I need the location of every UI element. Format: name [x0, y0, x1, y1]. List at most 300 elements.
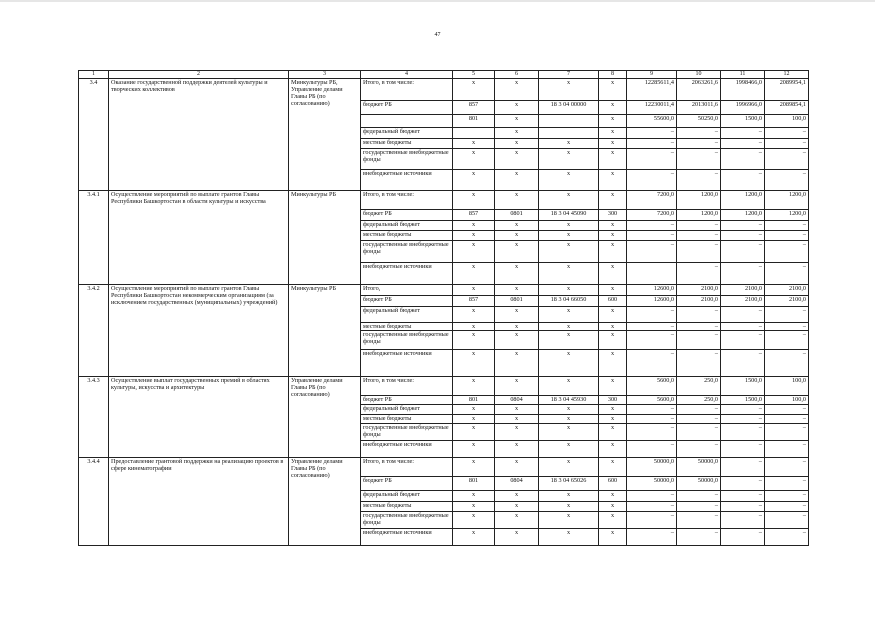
funding-source: бюджет РБ — [361, 477, 453, 491]
cell-total: 5600,0 — [627, 377, 677, 396]
cell-year-1: – — [677, 220, 721, 230]
cell-total: – — [627, 230, 677, 240]
cell-section: x — [495, 441, 539, 458]
cell-target-article: x — [539, 169, 599, 190]
cell-year-2: 1500,0 — [721, 114, 765, 127]
cell-year-1: – — [677, 491, 721, 502]
cell-year-2: 1200,0 — [721, 209, 765, 220]
cell-grbs: x — [453, 502, 495, 512]
cell-expense-type: x — [599, 284, 627, 295]
cell-expense-type: x — [599, 424, 627, 441]
cell-expense-type: 600 — [599, 477, 627, 491]
cell-year-2: – — [721, 322, 765, 330]
cell-year-3: 100,0 — [765, 114, 809, 127]
cell-expense-type: x — [599, 78, 627, 100]
cell-expense-type: x — [599, 377, 627, 396]
cell-section: x — [495, 220, 539, 230]
cell-target-article: x — [539, 138, 599, 148]
cell-year-3: – — [765, 262, 809, 284]
cell-year-2: – — [721, 458, 765, 477]
cell-expense-type: x — [599, 169, 627, 190]
cell-target-article: x — [539, 331, 599, 350]
cell-year-3: – — [765, 405, 809, 415]
funding-source: Итого, в том числе: — [361, 458, 453, 477]
cell-target-article: x — [539, 306, 599, 322]
cell-section: 0804 — [495, 477, 539, 491]
cell-target-article — [539, 114, 599, 127]
cell-year-2: – — [721, 424, 765, 441]
cell-expense-type: x — [599, 220, 627, 230]
cell-expense-type: x — [599, 415, 627, 424]
cell-section: x — [495, 240, 539, 262]
cell-total: – — [627, 331, 677, 350]
cell-total: – — [627, 491, 677, 502]
cell-expense-type: x — [599, 331, 627, 350]
cell-year-3: 2100,0 — [765, 295, 809, 306]
cell-year-2: 2100,0 — [721, 284, 765, 295]
cell-section: x — [495, 405, 539, 415]
cell-total: – — [627, 350, 677, 377]
item-code: 3.4.2 — [79, 284, 109, 376]
cell-year-3: – — [765, 458, 809, 477]
cell-expense-type: 300 — [599, 209, 627, 220]
budget-table — [78, 70, 809, 546]
cell-year-1: – — [677, 512, 721, 529]
cell-year-2: – — [721, 529, 765, 546]
funding-source: Итого, в том числе: — [361, 190, 453, 209]
cell-grbs: x — [453, 377, 495, 396]
cell-target-article: x — [539, 284, 599, 295]
cell-year-3: – — [765, 306, 809, 322]
scan-edge — [0, 0, 875, 2]
cell-grbs: x — [453, 424, 495, 441]
cell-target-article: x — [539, 458, 599, 477]
cell-year-2: – — [721, 148, 765, 169]
cell-expense-type: x — [599, 148, 627, 169]
cell-year-1: – — [677, 230, 721, 240]
cell-total: – — [627, 502, 677, 512]
cell-grbs: 801 — [453, 114, 495, 127]
funding-source: федеральный бюджет — [361, 306, 453, 322]
page-number: 47 — [434, 32, 441, 38]
cell-section: x — [495, 491, 539, 502]
cell-target-article: x — [539, 240, 599, 262]
item-executor: Минкультуры РБ, Управление делами Главы РБ (по согласованию) — [289, 78, 361, 190]
funding-source: внебюджетные источники — [361, 169, 453, 190]
cell-year-3: – — [765, 322, 809, 330]
cell-year-1: – — [677, 262, 721, 284]
cell-year-1: 50250,0 — [677, 114, 721, 127]
funding-source: местные бюджеты — [361, 138, 453, 148]
funding-source: внебюджетные источники — [361, 529, 453, 546]
cell-expense-type: x — [599, 350, 627, 377]
table-row — [79, 78, 809, 100]
cell-total: 55600,0 — [627, 114, 677, 127]
cell-total: – — [627, 415, 677, 424]
cell-expense-type: x — [599, 127, 627, 138]
cell-target-article: x — [539, 424, 599, 441]
cell-total: 50000,0 — [627, 458, 677, 477]
cell-year-3: – — [765, 529, 809, 546]
cell-total: – — [627, 512, 677, 529]
cell-section: x — [495, 284, 539, 295]
item-code: 3.4.3 — [79, 377, 109, 458]
cell-grbs — [453, 127, 495, 138]
funding-source: федеральный бюджет — [361, 220, 453, 230]
cell-section: x — [495, 127, 539, 138]
table-row — [79, 284, 809, 295]
cell-expense-type: x — [599, 190, 627, 209]
cell-target-article: x — [539, 415, 599, 424]
column-header-9: 9 — [627, 71, 677, 79]
cell-year-1: – — [677, 127, 721, 138]
cell-target-article: x — [539, 529, 599, 546]
cell-year-1: 50000,0 — [677, 477, 721, 491]
cell-year-1: 1200,0 — [677, 209, 721, 220]
cell-expense-type: 600 — [599, 295, 627, 306]
cell-section: x — [495, 415, 539, 424]
cell-year-3: 1200,0 — [765, 209, 809, 220]
funding-source: государственные внебюджетные фонды — [361, 424, 453, 441]
cell-total: – — [627, 138, 677, 148]
column-header-8: 8 — [599, 71, 627, 79]
cell-year-3: – — [765, 502, 809, 512]
funding-source: бюджет РБ — [361, 209, 453, 220]
cell-year-1: – — [677, 169, 721, 190]
column-header-2: 2 — [109, 71, 289, 79]
funding-source: местные бюджеты — [361, 322, 453, 330]
funding-source: Итого, в том числе: — [361, 377, 453, 396]
cell-target-article: x — [539, 502, 599, 512]
cell-section: x — [495, 306, 539, 322]
cell-target-article: x — [539, 262, 599, 284]
item-executor: Управление делами Главы РБ (по согласованию) — [289, 458, 361, 546]
column-header-6: 6 — [495, 71, 539, 79]
cell-grbs: x — [453, 405, 495, 415]
funding-source: государственные внебюджетные фонды — [361, 240, 453, 262]
cell-total: – — [627, 441, 677, 458]
cell-grbs: x — [453, 529, 495, 546]
cell-grbs: 801 — [453, 477, 495, 491]
funding-source: внебюджетные источники — [361, 350, 453, 377]
cell-year-1: – — [677, 322, 721, 330]
cell-expense-type: x — [599, 230, 627, 240]
cell-year-1: 2100,0 — [677, 295, 721, 306]
cell-total — [627, 262, 677, 284]
cell-grbs: x — [453, 441, 495, 458]
cell-expense-type: x — [599, 240, 627, 262]
cell-grbs: x — [453, 240, 495, 262]
cell-section: x — [495, 169, 539, 190]
cell-year-3: – — [765, 441, 809, 458]
column-header-5: 5 — [453, 71, 495, 79]
cell-year-3: – — [765, 138, 809, 148]
cell-total: – — [627, 424, 677, 441]
cell-grbs: 801 — [453, 396, 495, 405]
cell-grbs: x — [453, 230, 495, 240]
cell-expense-type: x — [599, 262, 627, 284]
cell-total: – — [627, 127, 677, 138]
cell-grbs: x — [453, 169, 495, 190]
cell-total: 12600,0 — [627, 295, 677, 306]
funding-source: местные бюджеты — [361, 502, 453, 512]
cell-expense-type: x — [599, 502, 627, 512]
cell-target-article: 18 3 04 66050 — [539, 295, 599, 306]
cell-grbs: 857 — [453, 209, 495, 220]
item-name: Оказание государственной поддержки деятелей культуры и творческих коллективов — [109, 78, 289, 190]
cell-year-2: – — [721, 491, 765, 502]
cell-target-article: 18 3 04 45930 — [539, 396, 599, 405]
cell-section: x — [495, 100, 539, 114]
cell-year-2: – — [721, 350, 765, 377]
cell-year-2: – — [721, 512, 765, 529]
cell-year-2: 2100,0 — [721, 295, 765, 306]
cell-target-article: x — [539, 190, 599, 209]
cell-grbs: x — [453, 415, 495, 424]
cell-year-1: 250,0 — [677, 377, 721, 396]
cell-grbs: 857 — [453, 295, 495, 306]
cell-year-3: – — [765, 350, 809, 377]
funding-source: внебюджетные источники — [361, 262, 453, 284]
cell-target-article: x — [539, 441, 599, 458]
cell-target-article: x — [539, 350, 599, 377]
cell-section: 0804 — [495, 396, 539, 405]
funding-source: местные бюджеты — [361, 230, 453, 240]
cell-year-2: – — [721, 169, 765, 190]
item-executor: Минкультуры РБ — [289, 190, 361, 284]
cell-target-article: 18 3 04 00000 — [539, 100, 599, 114]
item-name: Осуществление выплат государственных премий в областях культуры, искусства и архитектуры — [109, 377, 289, 458]
cell-target-article: x — [539, 322, 599, 330]
cell-year-1: – — [677, 148, 721, 169]
cell-expense-type: x — [599, 322, 627, 330]
cell-total: – — [627, 240, 677, 262]
cell-expense-type: x — [599, 458, 627, 477]
cell-target-article: x — [539, 230, 599, 240]
cell-grbs: x — [453, 350, 495, 377]
cell-total: – — [627, 322, 677, 330]
column-header-3: 3 — [289, 71, 361, 79]
cell-grbs: x — [453, 322, 495, 330]
cell-total: 50000,0 — [627, 477, 677, 491]
cell-grbs: x — [453, 190, 495, 209]
cell-year-3: 2100,0 — [765, 284, 809, 295]
cell-grbs: x — [453, 512, 495, 529]
cell-total: 12285611,4 — [627, 78, 677, 100]
cell-year-3: – — [765, 240, 809, 262]
cell-expense-type: x — [599, 306, 627, 322]
cell-year-2: – — [721, 127, 765, 138]
cell-year-2: – — [721, 230, 765, 240]
funding-source: федеральный бюджет — [361, 127, 453, 138]
item-code: 3.4 — [79, 78, 109, 190]
funding-source: федеральный бюджет — [361, 405, 453, 415]
cell-section: 0801 — [495, 295, 539, 306]
cell-year-2: – — [721, 138, 765, 148]
cell-section: x — [495, 190, 539, 209]
cell-year-3: – — [765, 491, 809, 502]
cell-year-1: 50000,0 — [677, 458, 721, 477]
cell-year-1: – — [677, 424, 721, 441]
cell-year-3: – — [765, 331, 809, 350]
cell-section: x — [495, 458, 539, 477]
table-body — [79, 71, 809, 546]
cell-target-article: 18 3 04 65026 — [539, 477, 599, 491]
table-row — [79, 377, 809, 396]
cell-section: x — [495, 230, 539, 240]
cell-year-3: – — [765, 230, 809, 240]
funding-source: Итого, — [361, 284, 453, 295]
cell-year-2: – — [721, 331, 765, 350]
cell-year-3: 2089954,1 — [765, 78, 809, 100]
cell-grbs: x — [453, 78, 495, 100]
cell-expense-type: x — [599, 491, 627, 502]
cell-target-article: x — [539, 220, 599, 230]
cell-grbs: x — [453, 220, 495, 230]
cell-grbs: x — [453, 138, 495, 148]
funding-source: федеральный бюджет — [361, 491, 453, 502]
cell-section: x — [495, 350, 539, 377]
cell-grbs: x — [453, 306, 495, 322]
cell-year-2: – — [721, 240, 765, 262]
cell-year-1: – — [677, 441, 721, 458]
funding-source: бюджет РБ — [361, 396, 453, 405]
cell-target-article — [539, 127, 599, 138]
cell-section: x — [495, 78, 539, 100]
cell-grbs: x — [453, 284, 495, 295]
cell-target-article: x — [539, 78, 599, 100]
funding-source: бюджет РБ — [361, 100, 453, 114]
cell-year-2: 1996966,0 — [721, 100, 765, 114]
cell-year-1: – — [677, 306, 721, 322]
cell-year-1: 2013011,6 — [677, 100, 721, 114]
cell-year-1: – — [677, 415, 721, 424]
cell-year-1: 2063261,6 — [677, 78, 721, 100]
cell-year-2: – — [721, 405, 765, 415]
cell-total: 7200,0 — [627, 209, 677, 220]
cell-total: 12600,0 — [627, 284, 677, 295]
cell-total: – — [627, 148, 677, 169]
item-name: Осуществление мероприятий по выплате грантов Главы Республики Башкортостан в области культуры и искусства — [109, 190, 289, 284]
item-code: 3.4.4 — [79, 458, 109, 546]
cell-year-3: – — [765, 477, 809, 491]
cell-section: x — [495, 114, 539, 127]
cell-year-2: – — [721, 477, 765, 491]
cell-section: x — [495, 138, 539, 148]
column-header-4: 4 — [361, 71, 453, 79]
cell-year-2: – — [721, 441, 765, 458]
cell-grbs: x — [453, 458, 495, 477]
table-row — [79, 190, 809, 209]
cell-total: – — [627, 529, 677, 546]
cell-grbs: 857 — [453, 100, 495, 114]
item-executor: Минкультуры РБ — [289, 284, 361, 376]
cell-target-article: 18 3 04 45090 — [539, 209, 599, 220]
cell-year-1: – — [677, 405, 721, 415]
cell-year-3: – — [765, 127, 809, 138]
funding-source: внебюджетные источники — [361, 441, 453, 458]
cell-target-article: x — [539, 491, 599, 502]
cell-section: 0801 — [495, 209, 539, 220]
funding-source: бюджет РБ — [361, 295, 453, 306]
cell-target-article: x — [539, 148, 599, 169]
cell-year-3: – — [765, 220, 809, 230]
item-name: Предоставление грантовой поддержки на реализацию проектов в сфере кинематографии — [109, 458, 289, 546]
cell-year-2: 1500,0 — [721, 377, 765, 396]
cell-section: x — [495, 529, 539, 546]
cell-year-1: 2100,0 — [677, 284, 721, 295]
cell-target-article: x — [539, 405, 599, 415]
header-row — [79, 71, 809, 79]
cell-section: x — [495, 331, 539, 350]
funding-source — [361, 114, 453, 127]
cell-grbs: x — [453, 331, 495, 350]
column-header-1: 1 — [79, 71, 109, 79]
cell-expense-type: x — [599, 405, 627, 415]
item-code: 3.4.1 — [79, 190, 109, 284]
cell-year-2: – — [721, 306, 765, 322]
cell-year-1: – — [677, 331, 721, 350]
cell-section: x — [495, 377, 539, 396]
cell-year-3: – — [765, 424, 809, 441]
cell-expense-type: x — [599, 512, 627, 529]
cell-year-1: – — [677, 502, 721, 512]
cell-total: 12230011,4 — [627, 100, 677, 114]
cell-expense-type: x — [599, 114, 627, 127]
column-header-7: 7 — [539, 71, 599, 79]
cell-total: – — [627, 169, 677, 190]
cell-year-3: 100,0 — [765, 377, 809, 396]
cell-section: x — [495, 512, 539, 529]
funding-source: местные бюджеты — [361, 415, 453, 424]
cell-section: x — [495, 262, 539, 284]
cell-year-2: – — [721, 220, 765, 230]
column-header-12: 12 — [765, 71, 809, 79]
cell-section: x — [495, 424, 539, 441]
cell-year-3: – — [765, 415, 809, 424]
cell-total: 5600,0 — [627, 396, 677, 405]
cell-year-2: 1200,0 — [721, 190, 765, 209]
cell-year-1: 250,0 — [677, 396, 721, 405]
column-header-10: 10 — [677, 71, 721, 79]
cell-section: x — [495, 502, 539, 512]
cell-year-2: 1998466,0 — [721, 78, 765, 100]
cell-total: – — [627, 405, 677, 415]
cell-total: – — [627, 306, 677, 322]
cell-total: – — [627, 220, 677, 230]
column-header-11: 11 — [721, 71, 765, 79]
cell-year-2: – — [721, 502, 765, 512]
cell-year-1: 1200,0 — [677, 190, 721, 209]
cell-year-3: – — [765, 512, 809, 529]
cell-expense-type: x — [599, 529, 627, 546]
funding-source: государственные внебюджетные фонды — [361, 512, 453, 529]
cell-target-article: x — [539, 377, 599, 396]
cell-year-1: – — [677, 350, 721, 377]
cell-expense-type: x — [599, 100, 627, 114]
funding-source: государственные внебюджетные фонды — [361, 148, 453, 169]
cell-year-3: – — [765, 169, 809, 190]
cell-year-1: – — [677, 529, 721, 546]
funding-source: государственные внебюджетные фонды — [361, 331, 453, 350]
cell-grbs: x — [453, 148, 495, 169]
item-name: Осуществление мероприятий по выплате грантов Главы Республики Башкортостан некоммерческим организациям (за исключением государственных (муниципальных) учреждений) — [109, 284, 289, 376]
cell-expense-type: x — [599, 138, 627, 148]
cell-grbs: x — [453, 491, 495, 502]
cell-section: x — [495, 322, 539, 330]
cell-year-2: – — [721, 262, 765, 284]
cell-expense-type: x — [599, 441, 627, 458]
